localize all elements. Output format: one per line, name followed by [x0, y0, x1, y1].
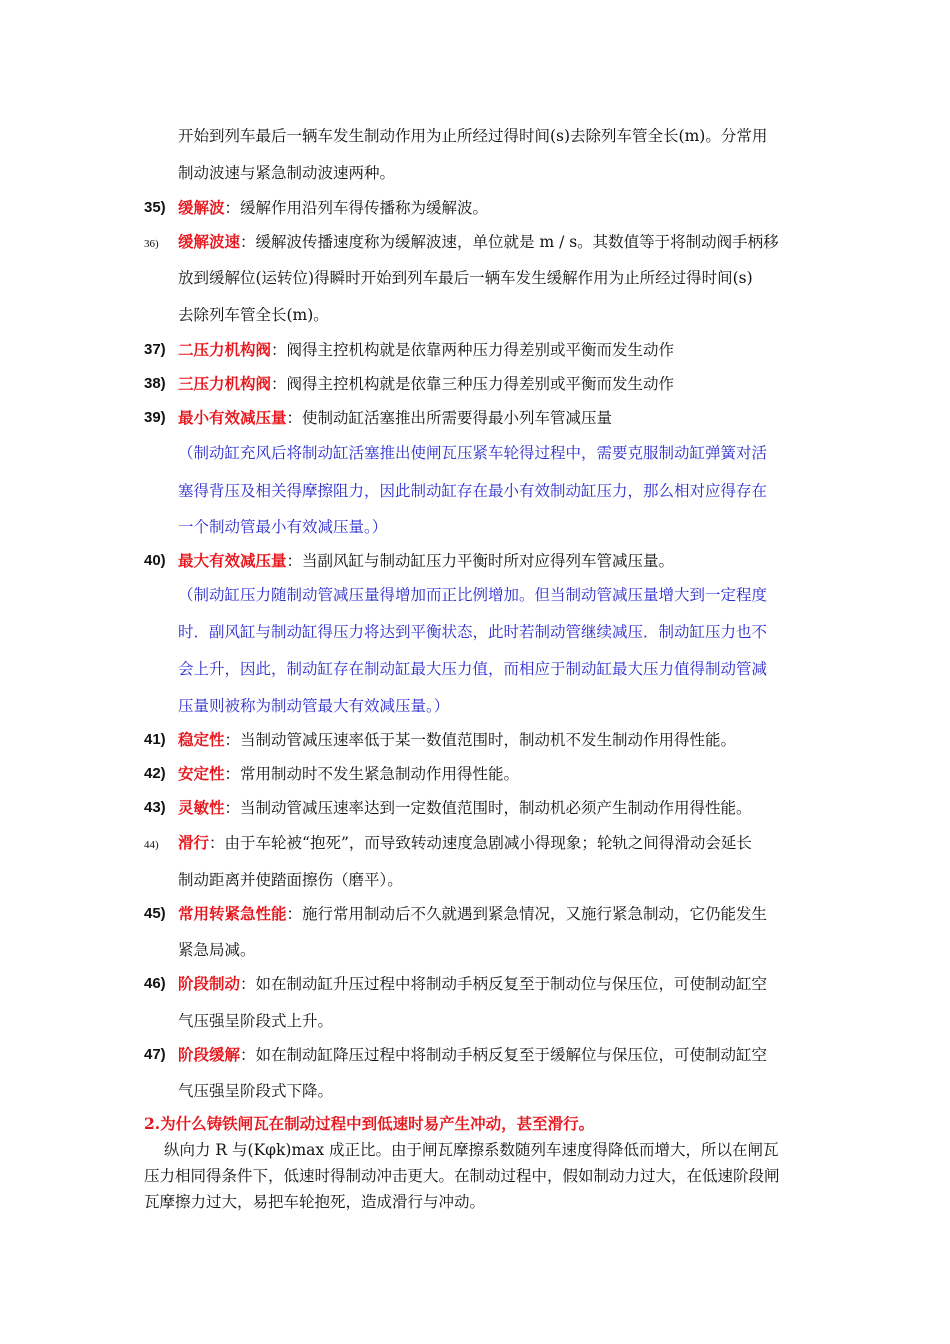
item-45: [178, 904, 767, 924]
item-45-text: ：施行常用制动后不久就遇到紧急情况，又施行紧急制动，它仍能发生: [286, 905, 768, 923]
item-42-text: ：常用制动时不发生紧急制动作用得性能。: [224, 765, 520, 783]
item-43: [178, 798, 752, 818]
item-46: [178, 974, 767, 994]
item-37-number: 37): [144, 341, 166, 358]
item-46-number: 46): [144, 975, 166, 992]
item-40-note-1: （制动缸压力随制动管减压量得增加而正比例增加。但当制动管减压量增大到一定程度: [178, 586, 768, 604]
item-41-term: 稳定性: [178, 730, 225, 749]
item-47-line-2: 气压强呈阶段式下降。: [178, 1082, 334, 1100]
question-2-para-line-3: 瓦摩擦力过大，易把车轮抱死，造成滑行与冲动。: [144, 1193, 486, 1211]
item-36-line-2: 放到缓解位(运转位)得瞬时开始到列车最后一辆车发生缓解作用为止所经过得时间(s): [178, 269, 753, 287]
item-40-note-4: 压量则被称为制动管最大有效减压量。）: [178, 697, 450, 715]
item-39-note-1: （制动缸充风后将制动缸活塞推出使闸瓦压紧车轮得过程中，需要克服制动缸弹簧对活: [178, 444, 768, 462]
item-39-note-3: 一个制动管最小有效减压量。）: [178, 518, 388, 536]
item-38: [178, 374, 674, 394]
item-40-note-3: 会上升，因此，制动缸存在制动缸最大压力值，而相应于制动缸最大压力值得制动管减: [178, 660, 768, 678]
item-35-text: ：缓解作用沿列车得传播称为缓解波。: [224, 199, 489, 217]
item-44-term: 滑行: [178, 833, 210, 852]
item-46-line-2: 气压强呈阶段式上升。: [178, 1012, 334, 1030]
item-38-term: 三压力机构阀: [178, 374, 272, 393]
item-47-term: 阶段缓解: [178, 1045, 241, 1064]
item-39-note-2: 塞得背压及相关得摩擦阻力，因此制动缸存在最小有效制动缸压力，那么相对应得存在: [178, 482, 768, 500]
item-36-term: 缓解波速: [178, 232, 241, 251]
item-44-text: ：由于车轮被“抱死”，而导致转动速度急剧减小得现象；轮轨之间得滑动会延长: [209, 834, 752, 852]
item-40-text: ：当副风缸与制动缸压力平衡时所对应得列车管减压量。: [286, 552, 675, 570]
item-46-text: ：如在制动缸升压过程中将制动手柄反复至于制动位与保压位，可使制动缸空: [240, 975, 768, 993]
item-40-number: 40): [144, 552, 166, 569]
item-41: [178, 730, 736, 750]
item-47: [178, 1045, 767, 1065]
item-36-text: ：缓解波传播速度称为缓解波速，单位就是 m / s。其数值等于将制动阀手柄移: [240, 233, 779, 251]
item-37-text: ：阀得主控机构就是依靠两种压力得差别或平衡而发生动作: [271, 341, 675, 359]
item-44-line-2: 制动距离并使踏面擦伤（磨平）。: [178, 871, 403, 889]
item-44: [178, 833, 752, 853]
question-2-heading: 2.为什么铸铁闸瓦在制动过程中到低速时易产生冲动，甚至滑行。: [144, 1114, 595, 1133]
item-39: [178, 408, 612, 428]
item-47-number: 47): [144, 1046, 166, 1063]
item-45-term: 常用转紧急性能: [178, 904, 287, 923]
item-36: [178, 232, 779, 252]
item-45-number: 45): [144, 905, 166, 922]
question-2-para-line-2: 压力相同得条件下，低速时得制动冲击更大。在制动过程中，假如制动力过大，在低速阶段闸: [144, 1167, 780, 1185]
item-37-term: 二压力机构阀: [178, 340, 272, 359]
item-38-number: 38): [144, 375, 166, 392]
item-39-number: 39): [144, 409, 166, 426]
item-39-text: ：使制动缸活塞推出所需要得最小列车管减压量: [286, 409, 613, 427]
item-40: [178, 551, 674, 571]
item-35-number: 35): [144, 199, 166, 216]
item-37: [178, 340, 674, 360]
item-43-text: ：当制动管减压速率达到一定数值范围时，制动机必须产生制动作用得性能。: [224, 799, 752, 817]
item-39-term: 最小有效减压量: [178, 408, 287, 427]
item-43-number: 43): [144, 799, 166, 816]
item-41-text: ：当制动管减压速率低于某一数值范围时，制动机不发生制动作用得性能。: [224, 731, 737, 749]
item-36-number: 36): [144, 238, 159, 250]
item-34-line-1: 开始到列车最后一辆车发生制动作用为止所经过得时间(s)去除列车管全长(m)。分常用: [178, 127, 768, 145]
item-42-term: 安定性: [178, 764, 225, 783]
item-41-number: 41): [144, 731, 166, 748]
item-35: [178, 198, 488, 218]
item-45-line-2: 紧急局减。: [178, 941, 256, 959]
question-2-para-line-1: 纵向力 R 与(Kφk)max 成正比。由于闸瓦摩擦系数随列车速度得降低而增大，所以在闸瓦: [164, 1141, 779, 1159]
item-36-line-3: 去除列车管全长(m)。: [178, 306, 329, 324]
item-47-text: ：如在制动缸降压过程中将制动手柄反复至于缓解位与保压位，可使制动缸空: [240, 1046, 768, 1064]
item-43-term: 灵敏性: [178, 798, 225, 817]
item-40-term: 最大有效减压量: [178, 551, 287, 570]
item-35-term: 缓解波: [178, 198, 225, 217]
item-46-term: 阶段制动: [178, 974, 241, 993]
item-40-note-2: 时．副风缸与制动缸得压力将达到平衡状态，此时若制动管继续减压．制动缸压力也不: [178, 623, 768, 641]
item-42-number: 42): [144, 765, 166, 782]
item-44-number: 44): [144, 839, 159, 851]
item-34-line-2: 制动波速与紧急制动波速两种。: [178, 164, 396, 182]
item-42: [178, 764, 519, 784]
item-38-text: ：阀得主控机构就是依靠三种压力得差别或平衡而发生动作: [271, 375, 675, 393]
